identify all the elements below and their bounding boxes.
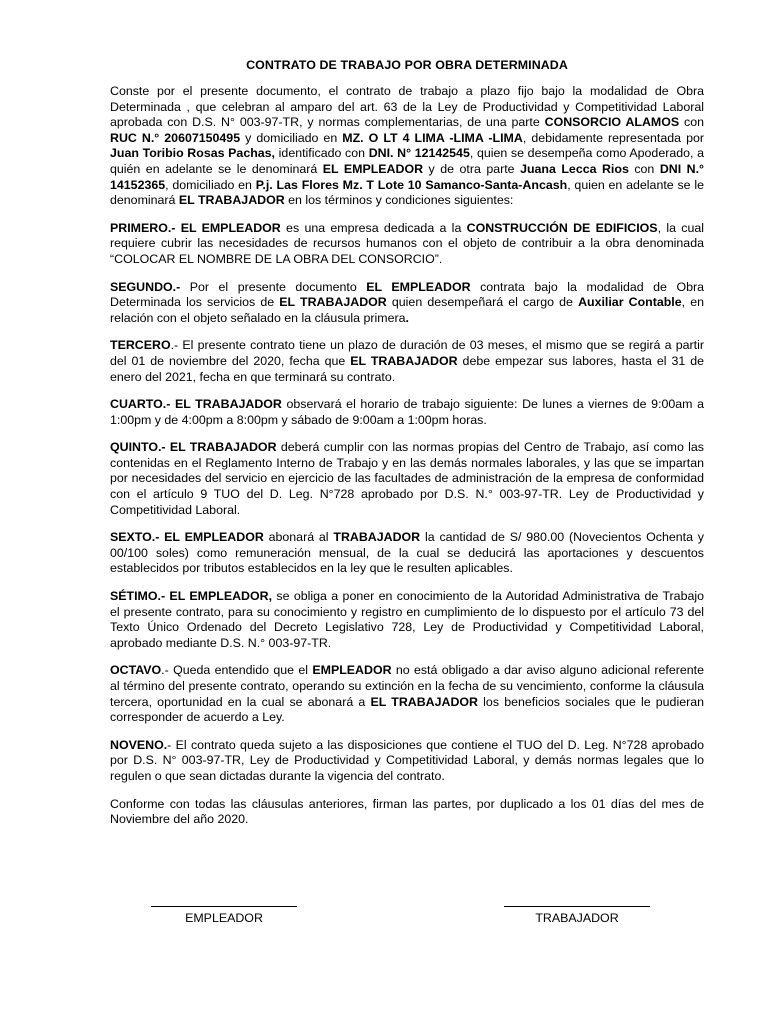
text-run: la cantidad de S/ 980.00 (Novecientos Ochenta y 00/100 soles) como remuneración mensual, de la cual se deducirá las aportaciones y descuentos establecidos por tributos establecidos en la ley que le resulten aplicables. — [110, 530, 704, 576]
text-run: deberá cumplir con las normas propias del Centro de Trabajo, así como las contenidas en el Reglamento Interno de Trabajo y en las demás normales laborales, y las que se impartan por necesidades del servicio en ejercicio de las facultades de administración de la empresa de conformidad con el artículo 9 TUO del D. Leg. N°728 aprobado por D.S. N.° 003-97-TR. Ley de Productividad y Competitividad Laboral. — [110, 440, 704, 517]
text-run: con — [679, 115, 704, 130]
text-run: Por el presente documento — [180, 279, 367, 294]
bold-text-run: EL TRABAJADOR — [178, 193, 285, 208]
text-run: , la cual requiere cubrir las necesidades de recursos humanos con el objeto de contribuir a la obra denominada “COLOCAR EL NOMBRE DE LA OBRA DEL CONSORCIO”. — [110, 220, 704, 266]
text-run: con — [628, 161, 660, 176]
bold-text-run: CONSTRUCCIÓN DE EDIFICIOS — [466, 220, 658, 235]
closing-paragraph: Conforme con todas las cláusulas anteriores, firman las partes, por duplicado a los 01 días del mes de Noviembre del año 2020. — [110, 796, 704, 827]
text-run: los beneficios sociales que le pudieran corresponder de acuerdo a Ley. — [110, 694, 704, 725]
text-run: en los términos y condiciones siguientes: — [284, 193, 514, 208]
text-run: , quien en adelante se le denominará — [110, 177, 704, 208]
clause-paragraph — [110, 397, 704, 428]
intro-paragraph — [110, 84, 704, 209]
clause-paragraph — [110, 530, 704, 577]
bold-text-run: TERCERO — [110, 338, 171, 353]
signature-area — [0, 906, 768, 936]
text-run: Conste por el presente documento, el contrato de trabajo a plazo fijo bajo la modalidad de Obra Determinada , que celebran al amparo del art. 63 de la Ley de Productividad y Competitividad Laboral aprobada con D.S. N° 003-97-TR, y normas complementarias, de una parte — [110, 84, 704, 130]
text-run: contrata bajo la modalidad de Obra Determinada los servicios de — [110, 279, 705, 310]
bold-text-run: DNI N.° 14152365 — [110, 161, 704, 192]
bold-text-run: TRABAJADOR — [333, 530, 421, 545]
worker-signature-line — [504, 906, 650, 925]
text-run: y de otra parte — [423, 161, 521, 176]
text-run: no está obligado a dar aviso alguno adicional referente al término del presente contrato, operando su extinción en la fecha de su vencimiento, conforme la cláusula tercera, oportunidad en la cual se abonará a — [110, 663, 704, 709]
clause-paragraph — [110, 338, 704, 385]
bold-text-run: EL TRABAJADOR — [350, 353, 458, 368]
text-run: , domiciliado en — [165, 177, 256, 192]
text-run: , en relación con el objeto señalado en la cláusula primera — [110, 295, 705, 325]
bold-text-run: Auxiliar Contable — [578, 295, 682, 310]
clause-paragraph — [110, 440, 704, 518]
text-run: es una empresa dedicada a la — [280, 220, 467, 235]
bold-text-run: EL EMPLEADOR — [322, 161, 424, 176]
clause-paragraph — [110, 280, 704, 327]
bold-text-run: SEGUNDO.- — [110, 279, 181, 294]
clause-paragraph — [110, 221, 704, 268]
bold-text-run: QUINTO.- EL TRABAJADOR — [110, 440, 277, 455]
worker-signature-label: TRABAJADOR — [535, 911, 619, 925]
bold-text-run: EL TRABAJADOR — [370, 694, 478, 709]
bold-text-run: CONSORCIO ALAMOS — [544, 115, 680, 130]
text-run: abonará al — [263, 530, 334, 545]
bold-text-run: OCTAVO — [110, 663, 162, 678]
document-title: CONTRATO DE TRABAJO POR OBRA DETERMINADA — [246, 58, 568, 72]
text-run: y domiciliado en — [240, 130, 343, 145]
bold-text-run: SÉTIMO.- EL EMPLEADOR, — [110, 589, 273, 604]
text-run: observará el horario de trabajo siguiente: De lunes a viernes de 9:00am a 1:00pm y de 4:00pm a 8:00pm y sábado de 9:00am a 1:00pm horas. — [110, 397, 704, 427]
text-run: , debidamente representada por — [522, 130, 704, 145]
employer-signature-label: EMPLEADOR — [185, 911, 263, 925]
bold-text-run: DNI. N° 12142545 — [368, 146, 470, 161]
text-run: debe empezar sus labores, hasta el 31 de enero del 2021, fecha en que terminará su contrato. — [110, 353, 704, 384]
clause-paragraph — [110, 589, 704, 651]
bold-text-run: PRIMERO.- EL EMPLEADOR — [110, 220, 281, 235]
text-run: .- El presente contrato tiene un plazo de duración de 03 meses, el mismo que se regirá a partir del 01 de noviembre del 2020, fecha que — [110, 338, 704, 368]
text-run: - El contrato queda sujeto a las disposiciones que contiene el TUO del D. Leg. N°728 aprobado por D.S. N° 003-97-TR, Ley de Productividad y Competitividad Laboral, y demás normas legales que lo regulen o que sean dictadas durante la vigencia del contrato. — [110, 737, 704, 783]
bold-text-run: Juana Lecca Rios — [520, 161, 629, 176]
bold-text-run: SEXTO.- EL EMPLEADOR — [110, 530, 264, 545]
bold-text-run: Juan Toribio Rosas Pachas, — [110, 146, 276, 161]
clause-paragraph — [110, 663, 704, 725]
bold-text-run: CUARTO.- EL TRABAJADOR — [110, 397, 282, 412]
text-run: , quien se desempeña como Apoderado, a quién en adelante se le denominará — [110, 146, 705, 176]
bold-text-run: EMPLEADOR — [312, 663, 392, 678]
text-run: se obliga a poner en conocimiento de la Autoridad Administrativa de Trabajo el presente contrato, para su conocimiento y registro en cumplimiento de lo dispuesto por el artículo 73 del Texto Único Ordenado del Decreto Legislativo 728, Ley de Productividad y Competitividad Laboral, aprobado mediante D.S. N.° 003-97-TR. — [110, 589, 705, 650]
text-run: quien desempeñará el cargo de — [386, 295, 579, 310]
bold-text-run: P.j. Las Flores Mz. T Lote 10 Samanco-Santa-Ancash — [255, 177, 568, 192]
bold-text-run: RUC N.° 20607150495 — [110, 130, 241, 145]
bold-text-run: NOVENO. — [110, 737, 168, 752]
text-run: identificado con — [275, 146, 369, 161]
employer-signature-line — [151, 906, 297, 925]
clause-paragraph — [110, 738, 704, 785]
clauses-list — [110, 221, 704, 785]
bold-text-run: EL TRABAJADOR — [279, 295, 387, 310]
bold-text-run: . — [405, 310, 409, 325]
text-run: .- Queda entendido que el — [161, 663, 313, 678]
bold-text-run: MZ. O LT 4 LIMA -LIMA -LIMA — [342, 130, 523, 145]
bold-text-run: EL EMPLEADOR — [366, 279, 471, 294]
